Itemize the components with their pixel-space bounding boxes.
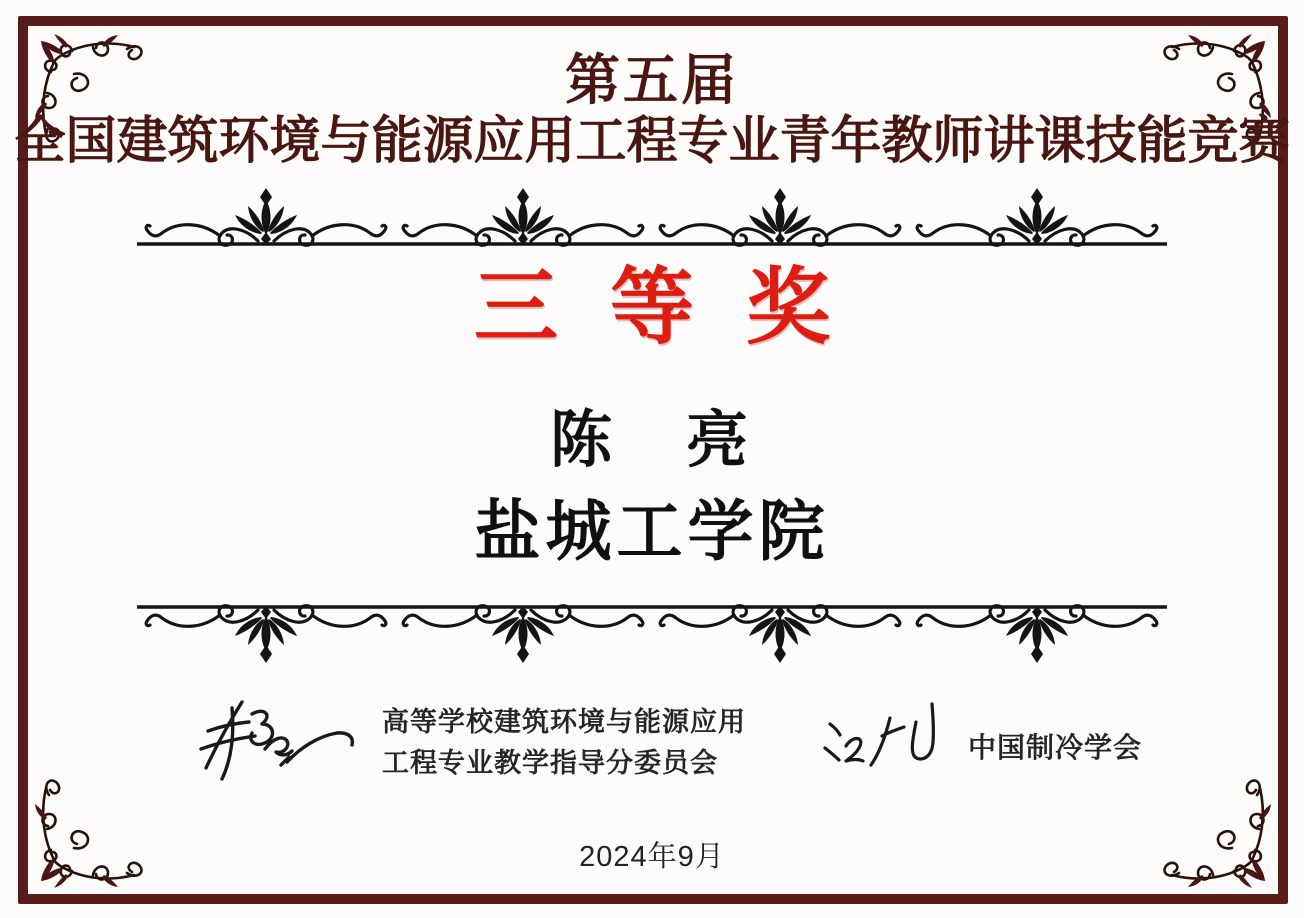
- issue-date: 2024年9月: [579, 841, 725, 873]
- signature-zhu-yingxin-icon: [188, 686, 376, 790]
- signature-jiang-yi-icon: [820, 696, 972, 778]
- recipient-name: 陈 亮: [549, 406, 754, 475]
- competition-title: 全国建筑环境与能源应用工程专业青年教师讲课技能竞赛: [14, 112, 1290, 169]
- award-title: 三等奖: [473, 262, 883, 355]
- org-left-line-2: 工程专业教学指导分委员会: [382, 748, 718, 778]
- divider-ornament-top-icon: [137, 184, 1167, 248]
- session-title: 第五届: [564, 49, 739, 111]
- institution-name: 盐城工学院: [474, 494, 830, 568]
- divider-ornament-bottom-icon: [137, 602, 1167, 666]
- issuing-org-right: 中国制冷学会: [968, 732, 1143, 763]
- issuing-org-left: [382, 702, 746, 784]
- org-left-line-1: 高等学校建筑环境与能源应用: [382, 707, 746, 737]
